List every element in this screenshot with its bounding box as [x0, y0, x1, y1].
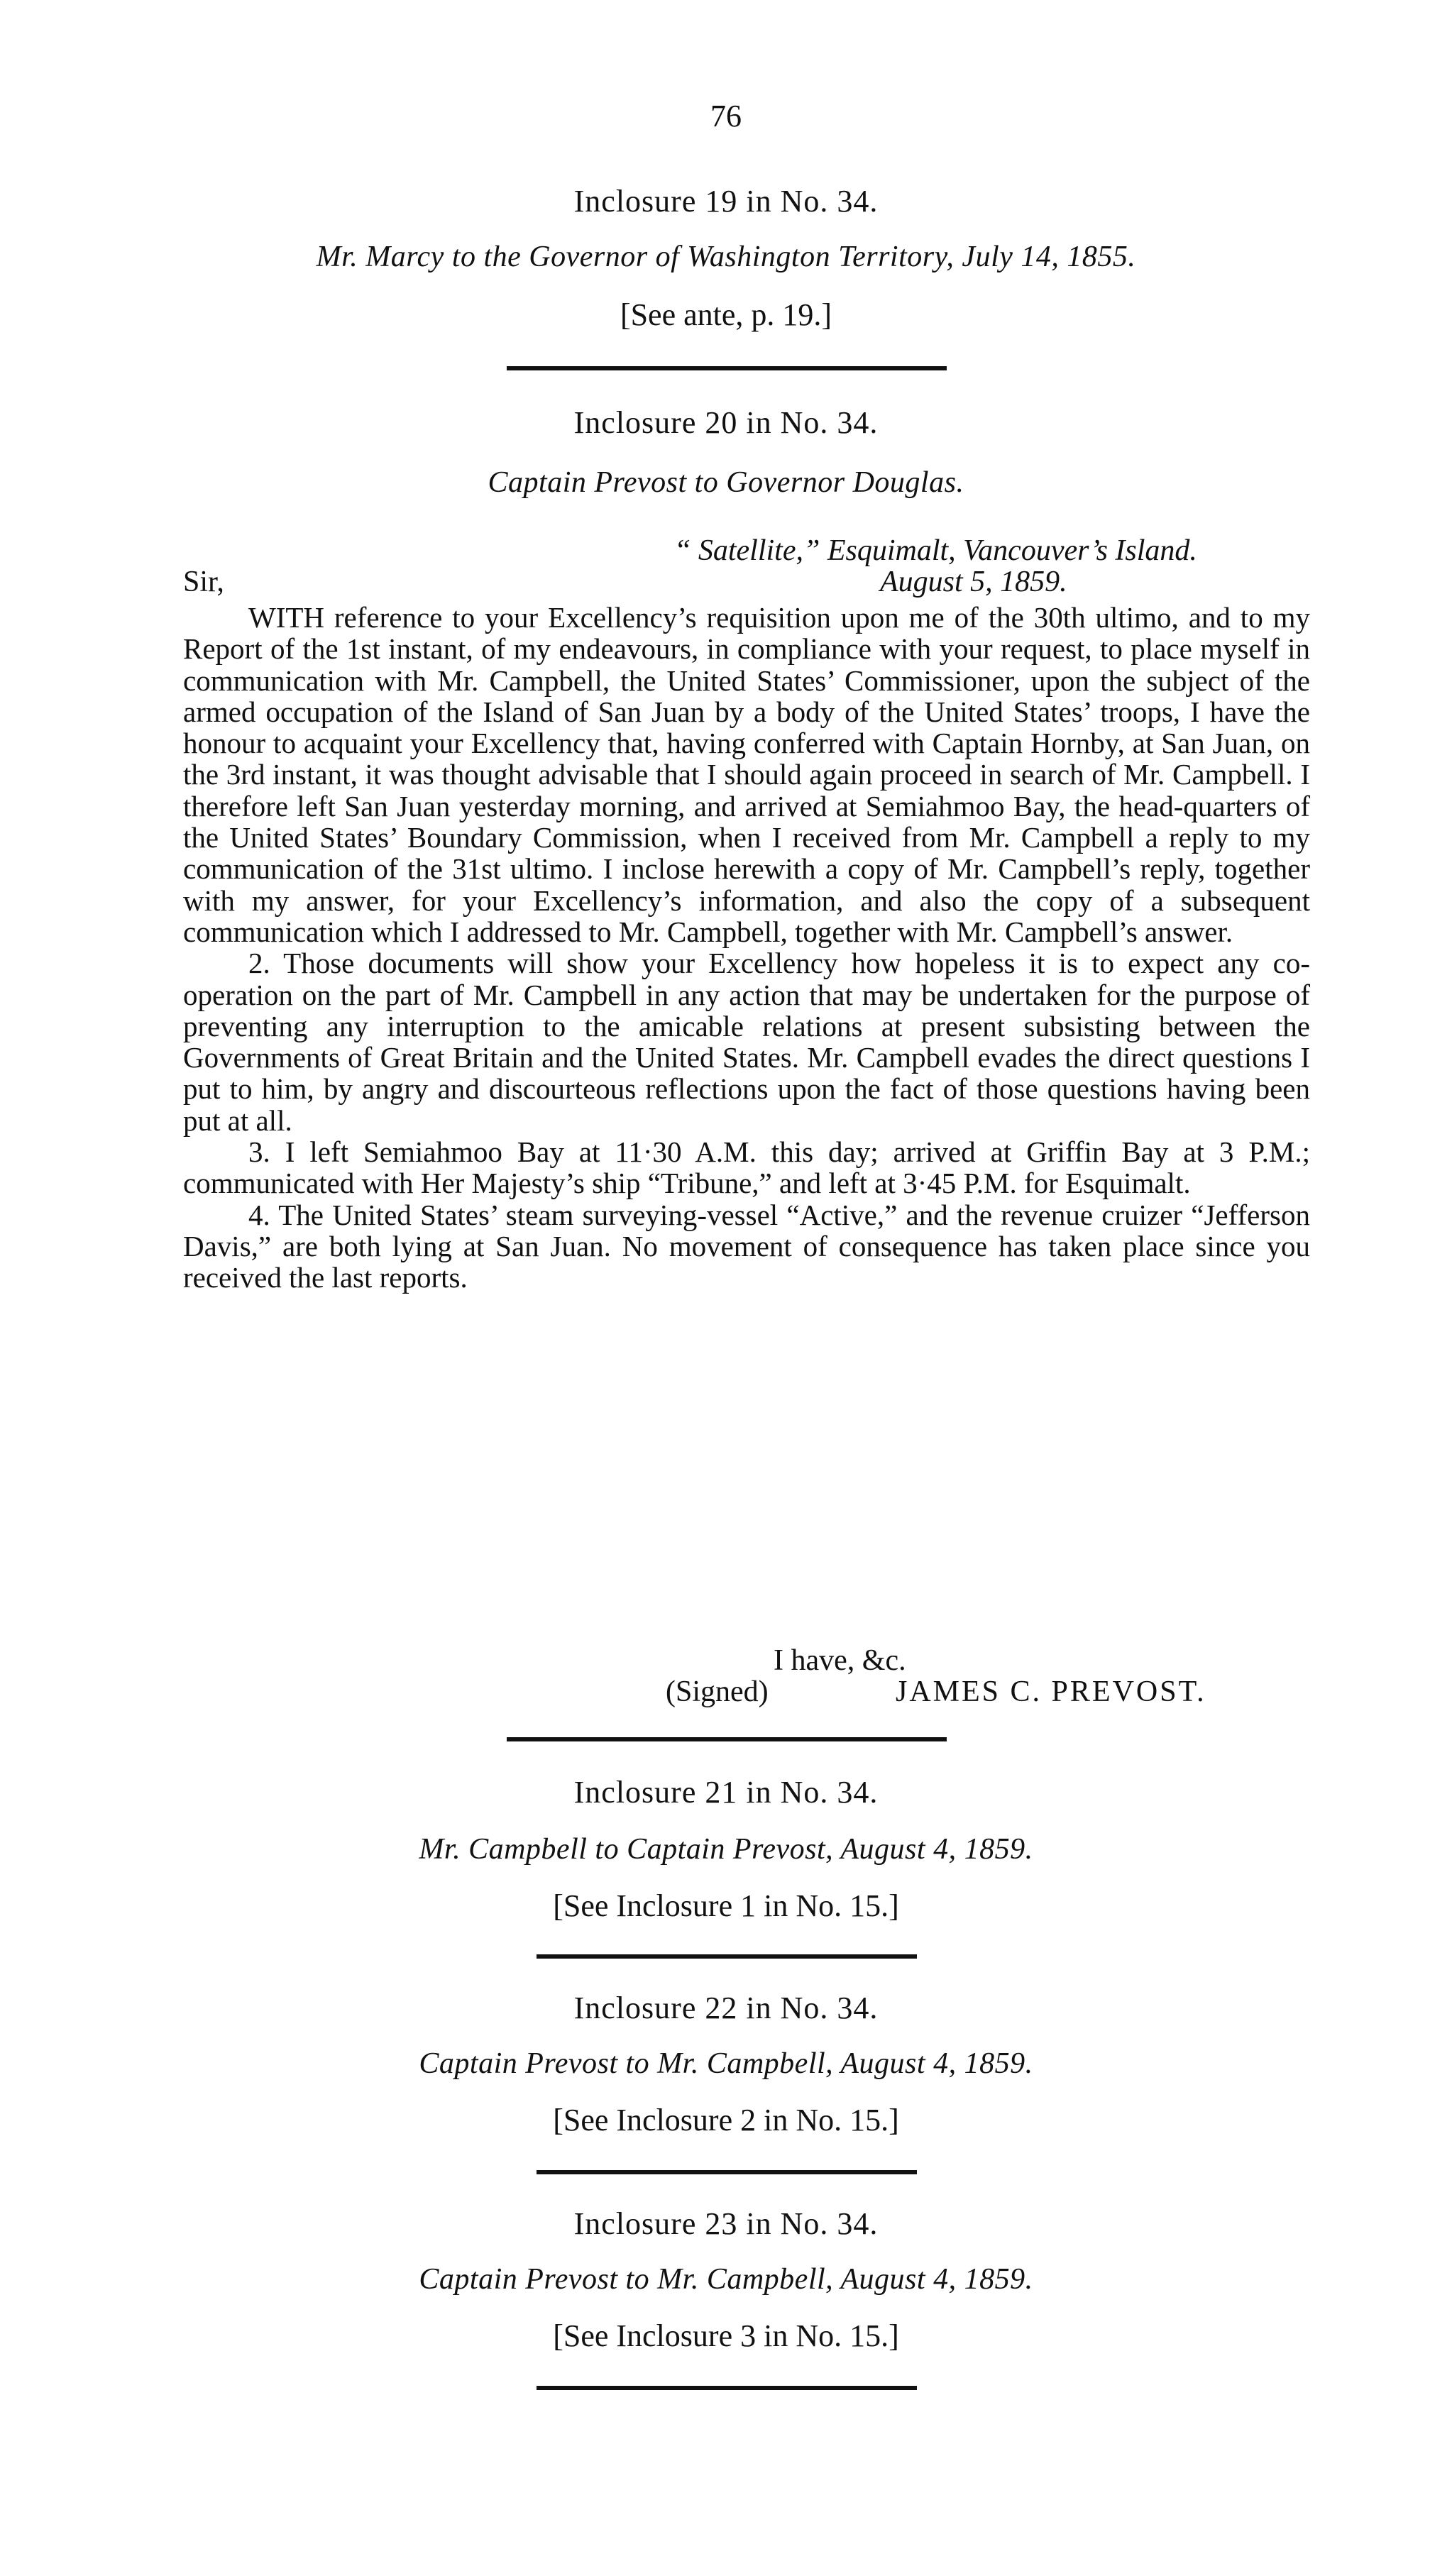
letter-salutation: Sir, — [183, 566, 224, 598]
letter-paragraph-1: WITH reference to your Excellency’s requisition upon me of the 30th ultimo, and to my Report of the 1st instant, of my endeavours, in compliance with your request, to place myself in communication with Mr. Campbell, the United States’ Commissioner, upon the subject of the armed occupation of the Island of San Juan by a body of the United States’ troops, I have the honour to acquaint your Excellency that, having conferred with Captain Hornby, at San Juan, on the 3rd instant, it was thought advisable that I should again proceed in search of Mr. Campbell. I therefore left San Juan yesterday morning, and arrived at Semiahmoo Bay, the head-quarters of the United States’ Boundary Commission, when I received from Mr. Campbell a reply to my communication of the 31st ultimo. I inclose herewith a copy of Mr. Campbell’s reply, together with my answer, for your Excellency’s information, and also the copy of a subsequent communication which I addressed to Mr. Campbell, together with Mr. Campbell’s answer. — [183, 601, 1310, 948]
inclosure-19-heading: Inclosure 19 in No. 34. — [573, 184, 879, 219]
section-divider — [507, 366, 947, 370]
inclosure-23-subtitle: Captain Prevost to Mr. Campbell, August 4, 1859. — [419, 2263, 1033, 2296]
inclosure-22-reference: [See Inclosure 2 in No. 15.] — [553, 2103, 899, 2137]
inclosure-21-subtitle: Mr. Campbell to Captain Prevost, August 4, 1859. — [419, 1833, 1033, 1866]
letter-body — [183, 602, 1310, 1294]
inclosure-22-subtitle: Captain Prevost to Mr. Campbell, August 4, 1859. — [419, 2047, 1033, 2080]
section-divider — [507, 1737, 947, 1741]
inclosure-21-heading: Inclosure 21 in No. 34. — [573, 1775, 879, 1810]
letter-closing: I have, &c. — [774, 1644, 906, 1677]
inclosure-21-reference: [See Inclosure 1 in No. 15.] — [553, 1888, 899, 1923]
section-divider — [537, 1954, 917, 1959]
inclosure-19-reference: [See ante, p. 19.] — [620, 297, 832, 332]
letter-paragraph-4: 4. The United States’ steam surveying-vessel “Active,” and the revenue cruizer “Jefferson Davis,” are both lying at San Juan. No movement of consequence has taken place since you received the last reports. — [183, 1198, 1310, 1294]
section-divider — [537, 2386, 917, 2390]
letter-paragraph-2: 2. Those documents will show your Excellency how hopeless it is to expect any co-operation on the part of Mr. Campbell in any action that may be undertaken for the purpose of preventing any interruption to the amicable relations at present subsisting between the Governments of Great Britain and the United States. Mr. Campbell evades the direct questions I put to him, by angry and discourteous reflections upon the fact of those questions having been put at all. — [183, 947, 1310, 1137]
inclosure-20-subtitle: Captain Prevost to Governor Douglas. — [488, 466, 964, 499]
inclosure-19-subtitle: Mr. Marcy to the Governor of Washington Territory, July 14, 1855. — [316, 241, 1136, 273]
signatory-name: JAMES C. PREVOST. — [896, 1675, 1206, 1708]
signed-label: (Signed) — [666, 1675, 769, 1708]
page-number: 76 — [710, 99, 742, 133]
letter-date: August 5, 1859. — [880, 566, 1067, 598]
letter-address-line: “ Satellite,” Esquimalt, Vancouver’s Island. — [674, 534, 1197, 567]
inclosure-22-heading: Inclosure 22 in No. 34. — [573, 1991, 879, 2025]
inclosure-20-heading: Inclosure 20 in No. 34. — [573, 405, 879, 440]
inclosure-23-reference: [See Inclosure 3 in No. 15.] — [553, 2318, 899, 2353]
inclosure-23-heading: Inclosure 23 in No. 34. — [573, 2206, 879, 2241]
letter-paragraph-3: 3. I left Semiahmoo Bay at 11·30 A.M. this day; arrived at Griffin Bay at 3 P.M.; communicated with Her Majesty’s ship “Tribune,” and left at 3·45 P.M. for Esquimalt. — [183, 1135, 1310, 1200]
section-divider — [537, 2170, 917, 2174]
